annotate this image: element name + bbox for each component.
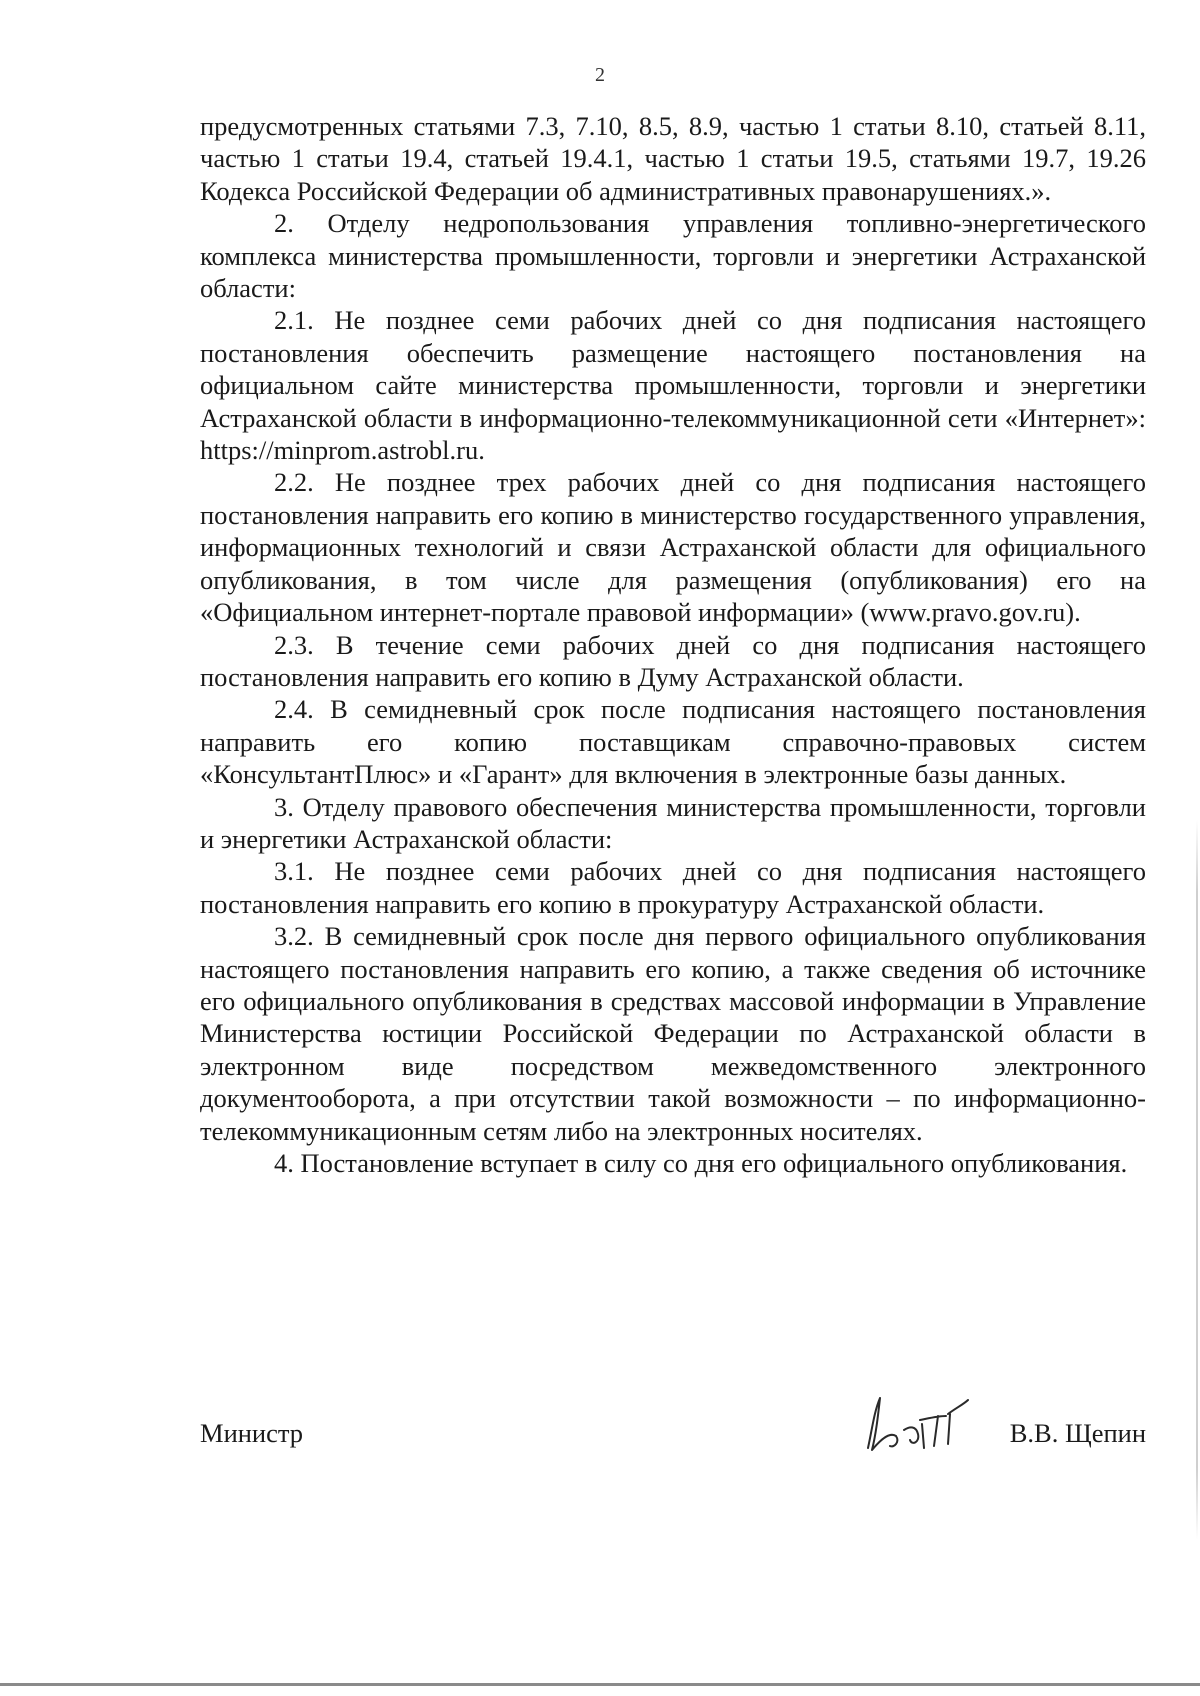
paragraph-item-2-1: 2.1. Не позднее семи рабочих дней со дня подписания настоящего постановления обеспечить размещение настоящего постановления на официальном сайте министерства промышленности, торговли и энергетики Астраханской области в информационно-телекоммуникационной сети «Интернет»: https://minprom.astrobl.ru. [200, 305, 1146, 466]
signatory-name: В.В. Щепин [1009, 1418, 1146, 1448]
signature-block [200, 1390, 1146, 1450]
scan-bottom-border [0, 1683, 1200, 1686]
scan-edge-shadow [1196, 820, 1198, 1540]
paragraph-item-3: 3. Отделу правового обеспечения министерства промышленности, торговли и энергетики Астраханской области: [200, 791, 1146, 854]
paragraph-item-2-3: 2.3. В течение семи рабочих дней со дня подписания настоящего постановления направить его копию в Думу Астраханской области. [200, 629, 1146, 692]
paragraph-item-2-4: 2.4. В семидневный срок после подписания настоящего постановления направить его копию поставщикам справочно-правовых систем «КонсультантПлюс» и «Гарант» для включения в электронные базы данных. [200, 694, 1146, 790]
handwritten-signature [860, 1390, 970, 1460]
paragraph-item-2-2: 2.2. Не позднее трех рабочих дней со дня подписания настоящего постановления направить его копию в министерство государственного управления, информационных технологий и связи Астраханской области для официального опубликования, в том числе для размещения (опубликования) его на «Официальном интернет-портале правовой информации» (www.pravo.gov.ru). [200, 467, 1146, 628]
document-body [200, 110, 1146, 1179]
paragraph-item-4: 4. Постановление вступает в силу со дня его официального опубликования. [274, 1148, 1128, 1178]
signatory-role: Министр [200, 1418, 304, 1448]
paragraph-item-3-1: 3.1. Не позднее семи рабочих дней со дня подписания настоящего постановления направить его копию в прокуратуру Астраханской области. [200, 856, 1146, 919]
paragraph-continuation: предусмотренных статьями 7.3, 7.10, 8.5, 8.9, частью 1 статьи 8.10, статьей 8.11, частью 1 статьи 19.4, статьей 19.4.1, частью 1 статьи 19.5, статьями 19.7, 19.26 Кодекса Российской Федерации об административных правонарушениях.». [200, 111, 1146, 206]
page-number: 2 [595, 64, 605, 86]
paragraph-item-2: 2. Отделу недропользования управления топливно-энергетического комплекса министерства промышленности, торговли и энергетики Астраханской области: [200, 208, 1146, 304]
paragraph-item-3-2: 3.2. В семидневный срок после дня первого официального опубликования настоящего постановления направить его копию, а также сведения об источнике его официального опубликования в средствах массовой информации в Управление Министерства юстиции Российской Федерации по Астраханской области в электронном виде посредством межведомственного электронного документооборота, а при отсутствии такой возможности – по информационно-телекоммуникационным сетям либо на электронных носителях. [200, 921, 1146, 1146]
